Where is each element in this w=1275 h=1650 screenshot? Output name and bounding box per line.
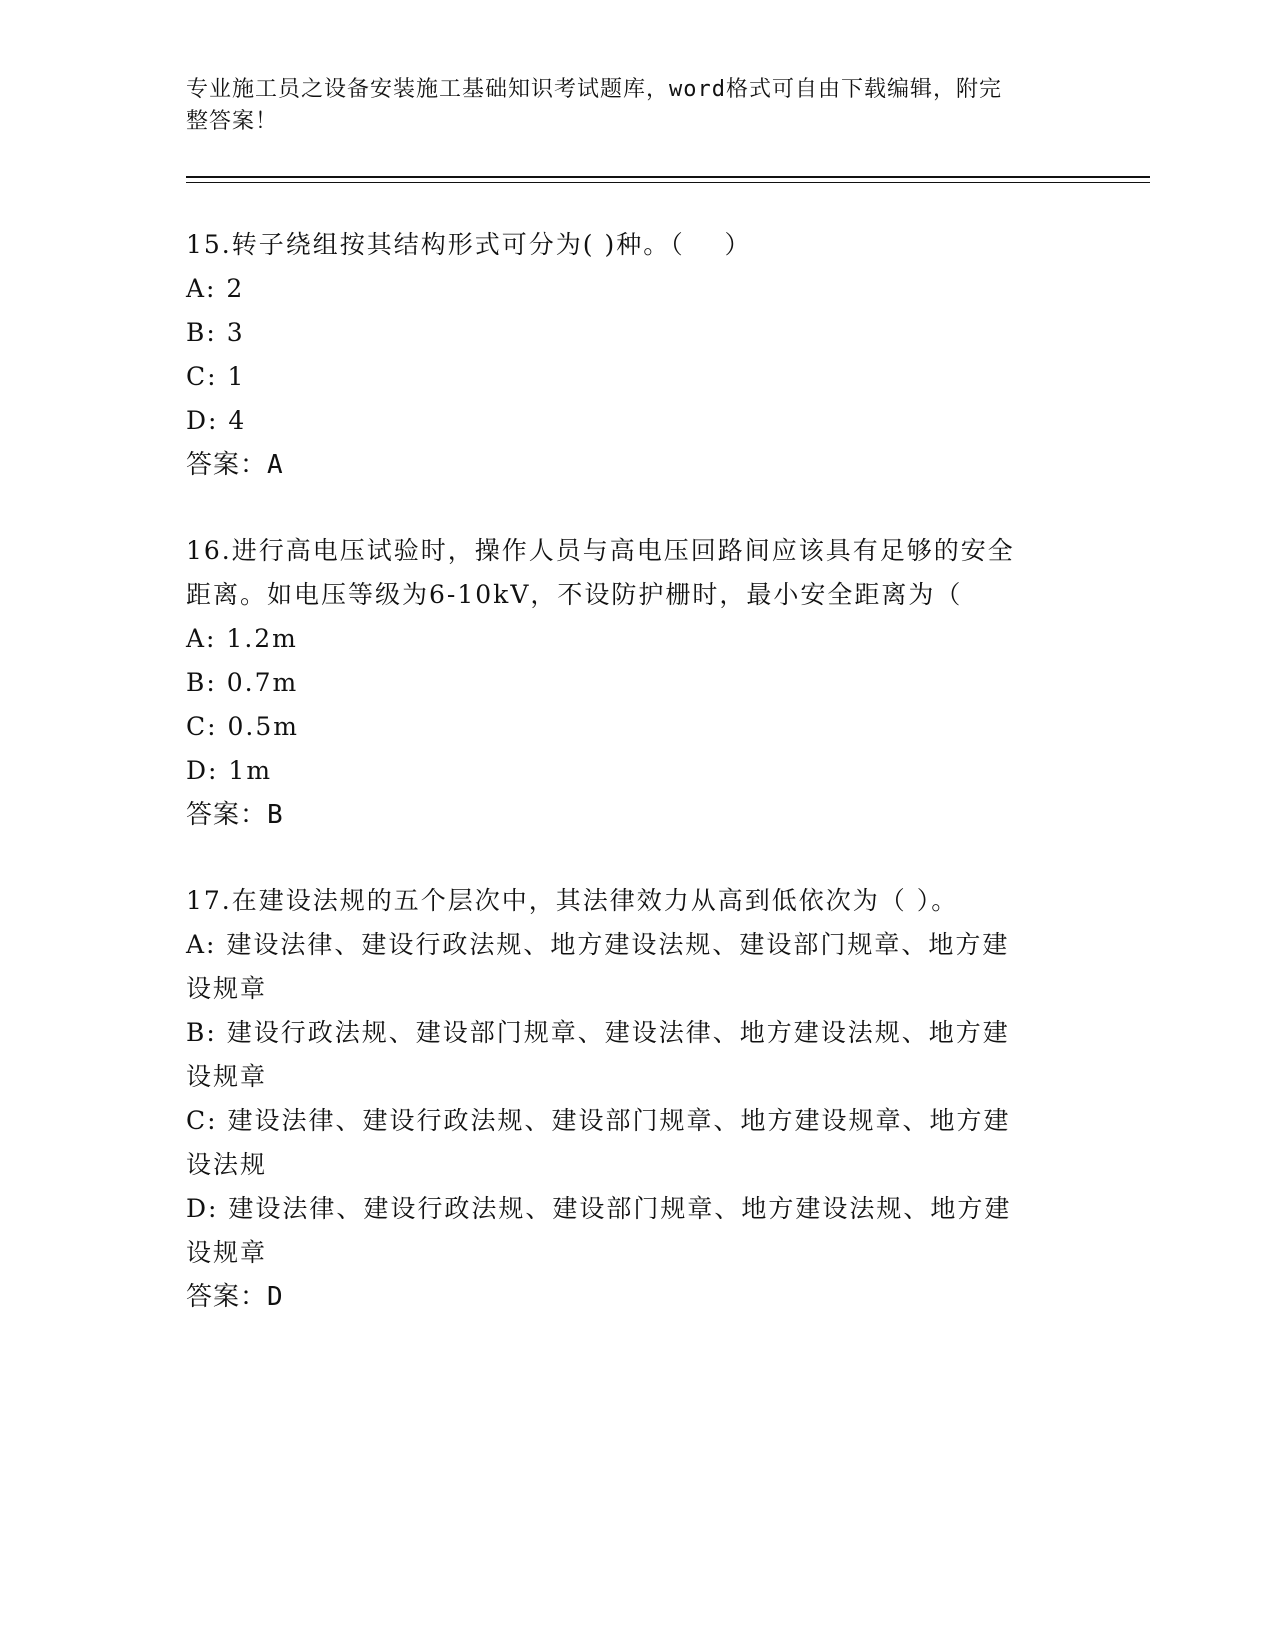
header-text: 专业施工员之设备安装施工基础知识考试题库，word格式可自由下载编辑，附完 整答案！: [186, 77, 1002, 134]
question-17-option-b-line-2: 设规章: [186, 1062, 268, 1091]
question-17-option-d-line-1: D: 建设法律、建设行政法规、建设部门规章、地方建设法规、地方建: [186, 1194, 1012, 1223]
question-15-option-a: A: 2: [186, 274, 245, 303]
question-17-option-a-line-1: A: 建设法律、建设行政法规、地方建设法规、建设部门规章、地方建: [186, 930, 1010, 959]
question-15-option-d: D: 4: [186, 406, 247, 435]
question-16-stem-line-2: 距离。如电压等级为6-10kV，不设防护栅时，最小安全距离为（: [186, 580, 963, 609]
question-17-option-b-line-1: B: 建设行政法规、建设部门规章、建设法律、地方建设法规、地方建: [186, 1018, 1010, 1047]
question-15-answer: 答案：A: [186, 450, 284, 480]
question-17-stem-line-1: 17.在建设法规的五个层次中，其法律效力从高到低依次为（ ）。: [186, 886, 959, 915]
question-17-option-c-line-2: 设法规: [186, 1150, 268, 1179]
question-15-option-b: B: 3: [186, 318, 245, 347]
question-16-option-a: A: 1.2m: [186, 624, 298, 653]
question-16-option-d: D: 1m: [186, 756, 273, 785]
question-15-option-c: C: 1: [186, 362, 246, 391]
question-16-stem-line-1: 16.进行高电压试验时，操作人员与高电压回路间应该具有足够的安全: [186, 536, 1015, 565]
header-rule-thick: [186, 176, 1150, 178]
question-17-option-a-line-2: 设规章: [186, 974, 268, 1003]
question-17-option-d-line-2: 设规章: [186, 1238, 268, 1267]
question-17-answer: 答案：D: [186, 1282, 284, 1312]
question-16-option-b: B: 0.7m: [186, 668, 299, 697]
question-16-option-c: C: 0.5m: [186, 712, 299, 741]
header-rule-thin: [186, 182, 1150, 183]
question-16-answer: 答案：B: [186, 800, 284, 830]
question-15-stem-line-1: 15.转子绕组按其结构形式可分为( )种。（ ）: [186, 230, 752, 259]
question-17-option-c-line-1: C: 建设法律、建设行政法规、建设部门规章、地方建设规章、地方建: [186, 1106, 1011, 1135]
